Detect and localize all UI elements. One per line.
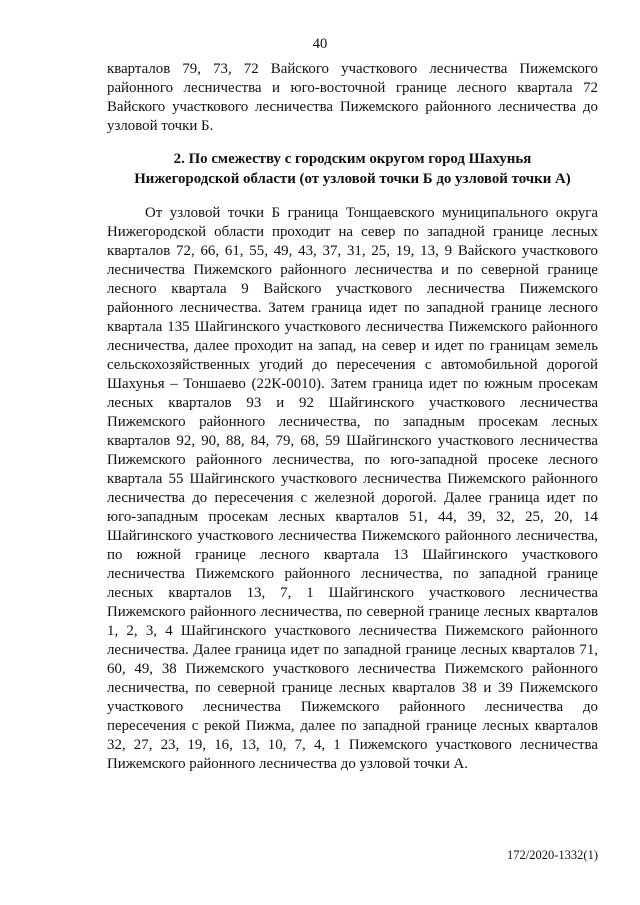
page-number: 40 — [312, 36, 328, 52]
section-body-block — [107, 204, 598, 774]
section-heading — [107, 150, 598, 189]
document-code: 172/2020-1332(1) — [507, 848, 598, 862]
section-body-paragraph: От узловой точки Б граница Тонщаевского муниципального округа Нижегородской области проходит на север по западной границе лесных кварталов 72, 66, 61, 55, 49, 43, 37, 31, 25, 19, 13, 9 Вайского участкового лесничества Пижемского районного лесничества и по северной границе лесного квартала 9 Вайского участкового лесничества Пижемского районного лесничества. Затем граница идет по западной границе лесного квартала 135 Шайгинского участкового лесничества Пижемского районного лесничества, далее проходит на запад, на север и идет по границам земель сельскохозяйственных угодий до пересечения с автомобильной дорогой Шахунья – Тоншаево (22К-0010). Затем граница идет по южным просекам лесных кварталов 93 и 92 Шайгинского участкового лесничества Пижемского районного лесничества, по западным просекам лесных кварталов 92, 90, 88, 84, 79, 68, 59 Шайгинского участкового лесничества Пижемского районного лесничества, по юго-западной просеке лесного квартала 55 Шайгинского участкового лесничества Пижемского районного лесничества до пересечения с железной дорогой. Далее граница идет по юго-западным просекам лесных кварталов 51, 44, 39, 32, 25, 20, 14 Шайгинского участкового лесничества Пижемского районного лесничества, по южной границе лесного квартала 13 Шайгинского участкового лесничества Пижемского районного лесничества, по западной границе лесных кварталов 13, 7, 1 Шайгинского участкового лесничества Пижемского районного лесничества, по северной границе лесных кварталов 1, 2, 3, 4 Шайгинского участкового лесничества Пижемского районного лесничества. Далее граница идет по западной границе лесных кварталов 71, 60, 49, 38 Пижемского участкового лесничества Пижемского районного лесничества, по северной границе лесных кварталов 38 и 39 Пижемского участкового лесничества Пижемского районного лесничества до пересечения с рекой Пижма, далее по западной границе лесных кварталов 32, 27, 23, 19, 16, 13, 10, 7, 4, 1 Пижемского участкового лесничества Пижемского районного лесничества до узловой точки А. — [107, 205, 598, 772]
section-heading-line-1: 2. По смежеству с городским округом город Шахунья — [173, 151, 532, 167]
intro-paragraph: кварталов 79, 73, 72 Вайского участкового лесничества Пижемского районного лесничества и юго-восточной границе лесного квартала 72 Вайского участкового лесничества Пижемского районного лесничества до узловой точки Б. — [107, 61, 598, 134]
intro-paragraph-block — [107, 60, 598, 136]
section-heading-line-2: Нижегородской области (от узловой точки Б до узловой точки А) — [134, 170, 571, 187]
